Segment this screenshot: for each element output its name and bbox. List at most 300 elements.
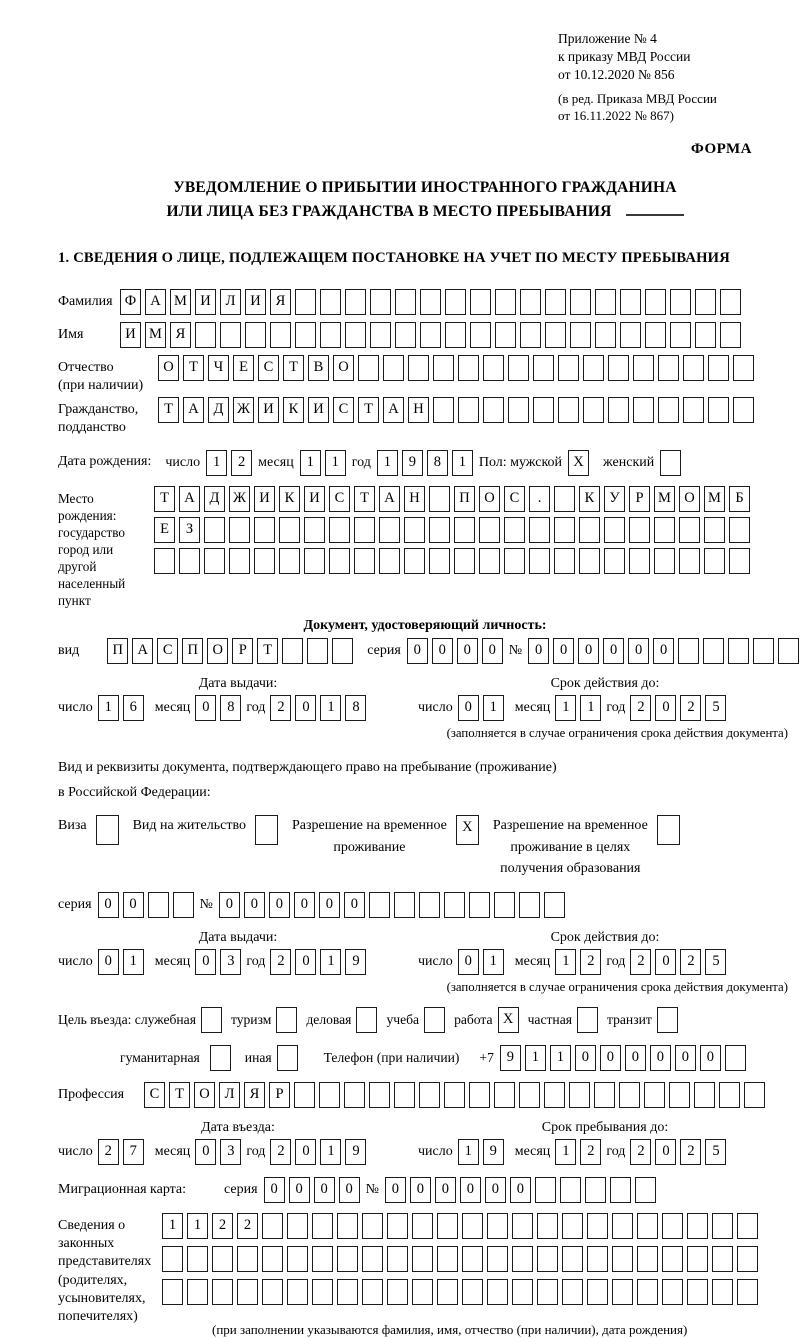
- char-cell[interactable]: [744, 1082, 765, 1108]
- char-cell[interactable]: 0: [603, 638, 624, 664]
- char-cell[interactable]: С: [144, 1082, 165, 1108]
- migration-series-field[interactable]: [264, 1177, 360, 1203]
- char-cell[interactable]: [429, 517, 450, 543]
- char-cell[interactable]: [462, 1279, 483, 1305]
- purpose-commercial-checkbox[interactable]: [356, 1007, 377, 1033]
- char-cell[interactable]: [479, 517, 500, 543]
- char-cell[interactable]: М: [704, 486, 725, 512]
- char-cell[interactable]: [658, 355, 679, 381]
- char-cell[interactable]: [162, 1279, 183, 1305]
- char-cell[interactable]: [395, 289, 416, 315]
- char-cell[interactable]: [245, 322, 266, 348]
- char-cell[interactable]: [687, 1246, 708, 1272]
- char-cell[interactable]: [237, 1246, 258, 1272]
- birth-year-field[interactable]: [377, 450, 473, 476]
- char-cell[interactable]: [708, 397, 729, 423]
- char-cell[interactable]: [587, 1279, 608, 1305]
- char-cell[interactable]: 9: [345, 1139, 366, 1165]
- char-cell[interactable]: 1: [555, 1139, 576, 1165]
- char-cell[interactable]: И: [254, 486, 275, 512]
- char-cell[interactable]: [737, 1246, 758, 1272]
- char-cell[interactable]: И: [258, 397, 279, 423]
- char-cell[interactable]: И: [245, 289, 266, 315]
- char-cell[interactable]: [703, 638, 724, 664]
- residence-number-field[interactable]: [219, 892, 565, 918]
- doc-issue-month[interactable]: [195, 695, 241, 721]
- char-cell[interactable]: [319, 1082, 340, 1108]
- char-cell[interactable]: [608, 397, 629, 423]
- char-cell[interactable]: 1: [325, 450, 346, 476]
- char-cell[interactable]: [683, 397, 704, 423]
- char-cell[interactable]: [162, 1246, 183, 1272]
- char-cell[interactable]: [320, 322, 341, 348]
- char-cell[interactable]: И: [120, 322, 141, 348]
- char-cell[interactable]: [495, 289, 516, 315]
- char-cell[interactable]: Е: [233, 355, 254, 381]
- char-cell[interactable]: [370, 289, 391, 315]
- char-cell[interactable]: [657, 815, 680, 845]
- char-cell[interactable]: [204, 548, 225, 574]
- char-cell[interactable]: [212, 1246, 233, 1272]
- char-cell[interactable]: [262, 1213, 283, 1239]
- purpose-study-checkbox[interactable]: [424, 1007, 445, 1033]
- char-cell[interactable]: [279, 548, 300, 574]
- char-cell[interactable]: [504, 517, 525, 543]
- char-cell[interactable]: 0: [485, 1177, 506, 1203]
- representatives-row3[interactable]: [162, 1279, 758, 1305]
- char-cell[interactable]: [304, 548, 325, 574]
- char-cell[interactable]: [419, 892, 440, 918]
- char-cell[interactable]: X: [498, 1007, 519, 1033]
- char-cell[interactable]: 2: [212, 1213, 233, 1239]
- char-cell[interactable]: [494, 1082, 515, 1108]
- char-cell[interactable]: [358, 355, 379, 381]
- char-cell[interactable]: [429, 486, 450, 512]
- char-cell[interactable]: 0: [244, 892, 265, 918]
- char-cell[interactable]: [554, 517, 575, 543]
- citizenship-field[interactable]: [158, 397, 754, 423]
- char-cell[interactable]: [519, 1082, 540, 1108]
- char-cell[interactable]: [424, 1007, 445, 1033]
- char-cell[interactable]: [620, 322, 641, 348]
- char-cell[interactable]: 0: [528, 638, 549, 664]
- char-cell[interactable]: [173, 892, 194, 918]
- doc-issue-day[interactable]: [98, 695, 144, 721]
- char-cell[interactable]: 0: [655, 1139, 676, 1165]
- char-cell[interactable]: X: [568, 450, 589, 476]
- char-cell[interactable]: 1: [550, 1045, 571, 1071]
- char-cell[interactable]: [254, 548, 275, 574]
- char-cell[interactable]: [512, 1279, 533, 1305]
- char-cell[interactable]: 0: [294, 892, 315, 918]
- char-cell[interactable]: [212, 1279, 233, 1305]
- char-cell[interactable]: 8: [345, 695, 366, 721]
- char-cell[interactable]: Я: [244, 1082, 265, 1108]
- char-cell[interactable]: 0: [458, 695, 479, 721]
- char-cell[interactable]: [612, 1213, 633, 1239]
- char-cell[interactable]: П: [182, 638, 203, 664]
- char-cell[interactable]: [562, 1279, 583, 1305]
- char-cell[interactable]: X: [456, 815, 479, 845]
- char-cell[interactable]: Т: [154, 486, 175, 512]
- char-cell[interactable]: 2: [580, 949, 601, 975]
- char-cell[interactable]: [458, 355, 479, 381]
- char-cell[interactable]: С: [504, 486, 525, 512]
- char-cell[interactable]: К: [279, 486, 300, 512]
- doc-expiry-year[interactable]: [630, 695, 726, 721]
- doc-expiry-day[interactable]: [458, 695, 504, 721]
- char-cell[interactable]: 2: [680, 1139, 701, 1165]
- char-cell[interactable]: [535, 1177, 556, 1203]
- char-cell[interactable]: [337, 1213, 358, 1239]
- char-cell[interactable]: [554, 486, 575, 512]
- char-cell[interactable]: [201, 1007, 222, 1033]
- char-cell[interactable]: Ж: [229, 486, 250, 512]
- char-cell[interactable]: [479, 548, 500, 574]
- char-cell[interactable]: [604, 517, 625, 543]
- char-cell[interactable]: 9: [483, 1139, 504, 1165]
- char-cell[interactable]: [558, 355, 579, 381]
- char-cell[interactable]: [487, 1279, 508, 1305]
- char-cell[interactable]: 0: [650, 1045, 671, 1071]
- char-cell[interactable]: [537, 1279, 558, 1305]
- char-cell[interactable]: [728, 638, 749, 664]
- char-cell[interactable]: [277, 1045, 298, 1071]
- char-cell[interactable]: [719, 1082, 740, 1108]
- education-residence-checkbox[interactable]: [657, 815, 680, 845]
- char-cell[interactable]: [362, 1246, 383, 1272]
- char-cell[interactable]: [312, 1279, 333, 1305]
- char-cell[interactable]: [694, 1082, 715, 1108]
- char-cell[interactable]: [612, 1246, 633, 1272]
- char-cell[interactable]: 1: [320, 949, 341, 975]
- char-cell[interactable]: [637, 1213, 658, 1239]
- char-cell[interactable]: [433, 355, 454, 381]
- char-cell[interactable]: 2: [630, 949, 651, 975]
- char-cell[interactable]: [612, 1279, 633, 1305]
- char-cell[interactable]: [420, 289, 441, 315]
- char-cell[interactable]: 2: [98, 1139, 119, 1165]
- char-cell[interactable]: [187, 1246, 208, 1272]
- char-cell[interactable]: [304, 517, 325, 543]
- char-cell[interactable]: [404, 517, 425, 543]
- char-cell[interactable]: [470, 289, 491, 315]
- char-cell[interactable]: [512, 1213, 533, 1239]
- char-cell[interactable]: [587, 1213, 608, 1239]
- char-cell[interactable]: [412, 1279, 433, 1305]
- char-cell[interactable]: [629, 548, 650, 574]
- char-cell[interactable]: 0: [575, 1045, 596, 1071]
- char-cell[interactable]: [394, 1082, 415, 1108]
- char-cell[interactable]: [519, 892, 540, 918]
- char-cell[interactable]: 0: [482, 638, 503, 664]
- char-cell[interactable]: 1: [580, 695, 601, 721]
- char-cell[interactable]: [712, 1213, 733, 1239]
- temp-residence-checkbox[interactable]: [456, 815, 479, 845]
- char-cell[interactable]: [154, 548, 175, 574]
- purpose-tourism-checkbox[interactable]: [276, 1007, 297, 1033]
- char-cell[interactable]: 2: [680, 695, 701, 721]
- char-cell[interactable]: А: [183, 397, 204, 423]
- char-cell[interactable]: [429, 548, 450, 574]
- char-cell[interactable]: [712, 1246, 733, 1272]
- char-cell[interactable]: 0: [700, 1045, 721, 1071]
- char-cell[interactable]: 0: [435, 1177, 456, 1203]
- char-cell[interactable]: [287, 1213, 308, 1239]
- char-cell[interactable]: [462, 1246, 483, 1272]
- char-cell[interactable]: 8: [220, 695, 241, 721]
- sex-female-checkbox[interactable]: [660, 450, 681, 476]
- char-cell[interactable]: 0: [314, 1177, 335, 1203]
- char-cell[interactable]: 9: [500, 1045, 521, 1071]
- char-cell[interactable]: 0: [432, 638, 453, 664]
- char-cell[interactable]: Н: [404, 486, 425, 512]
- char-cell[interactable]: Р: [269, 1082, 290, 1108]
- phone-field[interactable]: [500, 1045, 746, 1071]
- char-cell[interactable]: [560, 1177, 581, 1203]
- char-cell[interactable]: [344, 1082, 365, 1108]
- residence-permit-checkbox[interactable]: [255, 815, 278, 845]
- char-cell[interactable]: [229, 517, 250, 543]
- char-cell[interactable]: Р: [232, 638, 253, 664]
- char-cell[interactable]: [437, 1213, 458, 1239]
- birth-day-field[interactable]: [206, 450, 252, 476]
- stay-year[interactable]: [630, 1139, 726, 1165]
- char-cell[interactable]: [444, 892, 465, 918]
- char-cell[interactable]: [462, 1213, 483, 1239]
- char-cell[interactable]: Т: [358, 397, 379, 423]
- profession-field[interactable]: [144, 1082, 765, 1108]
- char-cell[interactable]: Т: [183, 355, 204, 381]
- char-cell[interactable]: А: [383, 397, 404, 423]
- char-cell[interactable]: [458, 397, 479, 423]
- char-cell[interactable]: 0: [407, 638, 428, 664]
- char-cell[interactable]: О: [479, 486, 500, 512]
- char-cell[interactable]: [695, 289, 716, 315]
- surname-field[interactable]: [120, 289, 741, 315]
- char-cell[interactable]: [619, 1082, 640, 1108]
- char-cell[interactable]: [262, 1279, 283, 1305]
- char-cell[interactable]: [362, 1279, 383, 1305]
- char-cell[interactable]: [379, 548, 400, 574]
- char-cell[interactable]: [483, 355, 504, 381]
- char-cell[interactable]: [404, 548, 425, 574]
- char-cell[interactable]: М: [145, 322, 166, 348]
- purpose-transit-checkbox[interactable]: [657, 1007, 678, 1033]
- stay-day[interactable]: [458, 1139, 504, 1165]
- char-cell[interactable]: 0: [339, 1177, 360, 1203]
- residence-issue-day[interactable]: [98, 949, 144, 975]
- char-cell[interactable]: Л: [219, 1082, 240, 1108]
- char-cell[interactable]: А: [179, 486, 200, 512]
- char-cell[interactable]: [729, 517, 750, 543]
- char-cell[interactable]: [437, 1246, 458, 1272]
- char-cell[interactable]: [469, 892, 490, 918]
- char-cell[interactable]: [583, 397, 604, 423]
- char-cell[interactable]: 0: [123, 892, 144, 918]
- char-cell[interactable]: 2: [237, 1213, 258, 1239]
- char-cell[interactable]: 5: [705, 695, 726, 721]
- char-cell[interactable]: К: [283, 397, 304, 423]
- char-cell[interactable]: П: [107, 638, 128, 664]
- entry-month[interactable]: [195, 1139, 241, 1165]
- char-cell[interactable]: [645, 289, 666, 315]
- char-cell[interactable]: [708, 355, 729, 381]
- char-cell[interactable]: С: [329, 486, 350, 512]
- char-cell[interactable]: 1: [555, 695, 576, 721]
- doc-series-field[interactable]: [407, 638, 503, 664]
- char-cell[interactable]: [629, 517, 650, 543]
- char-cell[interactable]: О: [194, 1082, 215, 1108]
- char-cell[interactable]: 0: [98, 892, 119, 918]
- char-cell[interactable]: [270, 322, 291, 348]
- char-cell[interactable]: [262, 1246, 283, 1272]
- char-cell[interactable]: [412, 1246, 433, 1272]
- char-cell[interactable]: [579, 517, 600, 543]
- patronymic-field[interactable]: [158, 355, 754, 381]
- char-cell[interactable]: [687, 1279, 708, 1305]
- char-cell[interactable]: [369, 892, 390, 918]
- birth-place-row2[interactable]: [154, 517, 750, 543]
- char-cell[interactable]: [295, 289, 316, 315]
- char-cell[interactable]: [508, 397, 529, 423]
- char-cell[interactable]: 2: [630, 1139, 651, 1165]
- char-cell[interactable]: [433, 397, 454, 423]
- char-cell[interactable]: А: [379, 486, 400, 512]
- residence-expiry-year[interactable]: [630, 949, 726, 975]
- residence-series-field[interactable]: [98, 892, 194, 918]
- char-cell[interactable]: [533, 355, 554, 381]
- char-cell[interactable]: 1: [320, 695, 341, 721]
- char-cell[interactable]: 0: [653, 638, 674, 664]
- char-cell[interactable]: [287, 1279, 308, 1305]
- char-cell[interactable]: И: [195, 289, 216, 315]
- char-cell[interactable]: 0: [195, 949, 216, 975]
- char-cell[interactable]: [287, 1246, 308, 1272]
- char-cell[interactable]: [394, 892, 415, 918]
- char-cell[interactable]: [537, 1246, 558, 1272]
- char-cell[interactable]: [295, 322, 316, 348]
- char-cell[interactable]: 0: [410, 1177, 431, 1203]
- char-cell[interactable]: [504, 548, 525, 574]
- char-cell[interactable]: [570, 322, 591, 348]
- char-cell[interactable]: [329, 517, 350, 543]
- char-cell[interactable]: [637, 1279, 658, 1305]
- char-cell[interactable]: [483, 397, 504, 423]
- char-cell[interactable]: [544, 1082, 565, 1108]
- char-cell[interactable]: [307, 638, 328, 664]
- char-cell[interactable]: [562, 1246, 583, 1272]
- char-cell[interactable]: [229, 548, 250, 574]
- char-cell[interactable]: 2: [231, 450, 252, 476]
- char-cell[interactable]: Т: [283, 355, 304, 381]
- char-cell[interactable]: [537, 1213, 558, 1239]
- char-cell[interactable]: [595, 289, 616, 315]
- char-cell[interactable]: 5: [705, 1139, 726, 1165]
- char-cell[interactable]: Д: [208, 397, 229, 423]
- char-cell[interactable]: Я: [270, 289, 291, 315]
- char-cell[interactable]: [620, 289, 641, 315]
- char-cell[interactable]: Д: [204, 486, 225, 512]
- char-cell[interactable]: [570, 289, 591, 315]
- char-cell[interactable]: [369, 1082, 390, 1108]
- birth-place-row3[interactable]: [154, 548, 750, 574]
- char-cell[interactable]: 1: [98, 695, 119, 721]
- char-cell[interactable]: [753, 638, 774, 664]
- char-cell[interactable]: 0: [319, 892, 340, 918]
- char-cell[interactable]: Ф: [120, 289, 141, 315]
- migration-number-field[interactable]: [385, 1177, 656, 1203]
- residence-issue-month[interactable]: [195, 949, 241, 975]
- char-cell[interactable]: С: [157, 638, 178, 664]
- doc-expiry-month[interactable]: [555, 695, 601, 721]
- char-cell[interactable]: [595, 322, 616, 348]
- char-cell[interactable]: [412, 1213, 433, 1239]
- char-cell[interactable]: [470, 322, 491, 348]
- residence-expiry-month[interactable]: [555, 949, 601, 975]
- char-cell[interactable]: 2: [580, 1139, 601, 1165]
- char-cell[interactable]: 0: [625, 1045, 646, 1071]
- name-field[interactable]: [120, 322, 741, 348]
- char-cell[interactable]: [148, 892, 169, 918]
- char-cell[interactable]: Б: [729, 486, 750, 512]
- char-cell[interactable]: 0: [655, 695, 676, 721]
- char-cell[interactable]: [237, 1279, 258, 1305]
- char-cell[interactable]: Л: [220, 289, 241, 315]
- purpose-humanitarian-checkbox[interactable]: [210, 1045, 231, 1071]
- char-cell[interactable]: 6: [123, 695, 144, 721]
- char-cell[interactable]: [720, 289, 741, 315]
- char-cell[interactable]: М: [170, 289, 191, 315]
- char-cell[interactable]: [608, 355, 629, 381]
- representatives-row1[interactable]: [162, 1213, 758, 1239]
- char-cell[interactable]: [195, 322, 216, 348]
- char-cell[interactable]: [220, 322, 241, 348]
- char-cell[interactable]: [520, 322, 541, 348]
- stay-month[interactable]: [555, 1139, 601, 1165]
- char-cell[interactable]: [594, 1082, 615, 1108]
- char-cell[interactable]: [395, 322, 416, 348]
- char-cell[interactable]: П: [454, 486, 475, 512]
- char-cell[interactable]: О: [333, 355, 354, 381]
- doc-type-field[interactable]: [107, 638, 353, 664]
- char-cell[interactable]: 0: [578, 638, 599, 664]
- char-cell[interactable]: Т: [354, 486, 375, 512]
- char-cell[interactable]: [644, 1082, 665, 1108]
- char-cell[interactable]: 1: [300, 450, 321, 476]
- char-cell[interactable]: [445, 289, 466, 315]
- char-cell[interactable]: [332, 638, 353, 664]
- char-cell[interactable]: 0: [269, 892, 290, 918]
- entry-day[interactable]: [98, 1139, 144, 1165]
- char-cell[interactable]: [282, 638, 303, 664]
- char-cell[interactable]: [662, 1213, 683, 1239]
- char-cell[interactable]: [337, 1279, 358, 1305]
- char-cell[interactable]: [312, 1246, 333, 1272]
- char-cell[interactable]: [545, 289, 566, 315]
- char-cell[interactable]: 9: [345, 949, 366, 975]
- char-cell[interactable]: [660, 450, 681, 476]
- representatives-row2[interactable]: [162, 1246, 758, 1272]
- char-cell[interactable]: [276, 1007, 297, 1033]
- char-cell[interactable]: [657, 1007, 678, 1033]
- char-cell[interactable]: [487, 1213, 508, 1239]
- char-cell[interactable]: [387, 1213, 408, 1239]
- char-cell[interactable]: [187, 1279, 208, 1305]
- char-cell[interactable]: [387, 1246, 408, 1272]
- char-cell[interactable]: [558, 397, 579, 423]
- char-cell[interactable]: 1: [458, 1139, 479, 1165]
